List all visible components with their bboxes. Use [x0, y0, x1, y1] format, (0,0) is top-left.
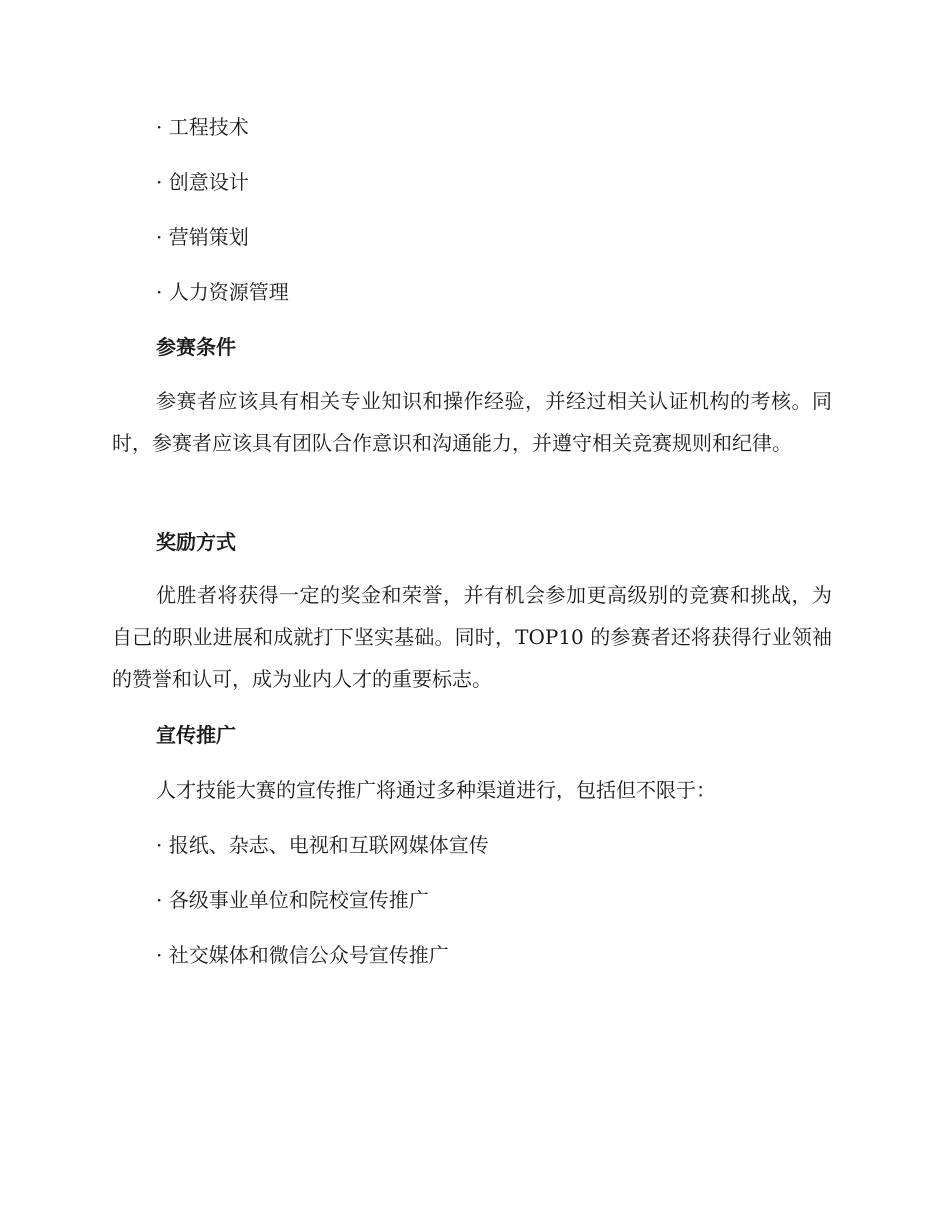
list-item: · 社交媒体和微信公众号宣传推广: [156, 943, 449, 967]
list-item: · 各级事业单位和院校宣传推广: [156, 888, 429, 912]
section-heading-conditions: 参赛条件: [156, 335, 236, 359]
conditions-paragraph: 参赛者应该具有相关专业知识和操作经验，并经过相关认证机构的考核。同时，参赛者应该具有团队合作意识和沟通能力，并遵守相关竞赛规则和纪律。: [112, 389, 832, 455]
list-item: · 营销策划: [156, 225, 249, 249]
list-item: · 人力资源管理: [156, 280, 289, 304]
promotion-intro: 人才技能大赛的宣传推广将通过多种渠道进行，包括但不限于：: [156, 778, 716, 802]
section-heading-promotion: 宣传推广: [156, 723, 236, 747]
list-item: · 报纸、杂志、电视和互联网媒体宣传: [156, 833, 489, 857]
list-item: · 工程技术: [156, 115, 249, 139]
section-heading-rewards: 奖励方式: [156, 530, 236, 554]
list-item: · 创意设计: [156, 170, 249, 194]
rewards-paragraph: 优胜者将获得一定的奖金和荣誉，并有机会参加更高级别的竞赛和挑战，为自己的职业进展和成就打下坚实基础。同时，TOP10 的参赛者还将获得行业领袖的赞誉和认可，成为业内人才的重要标志。: [112, 583, 832, 691]
